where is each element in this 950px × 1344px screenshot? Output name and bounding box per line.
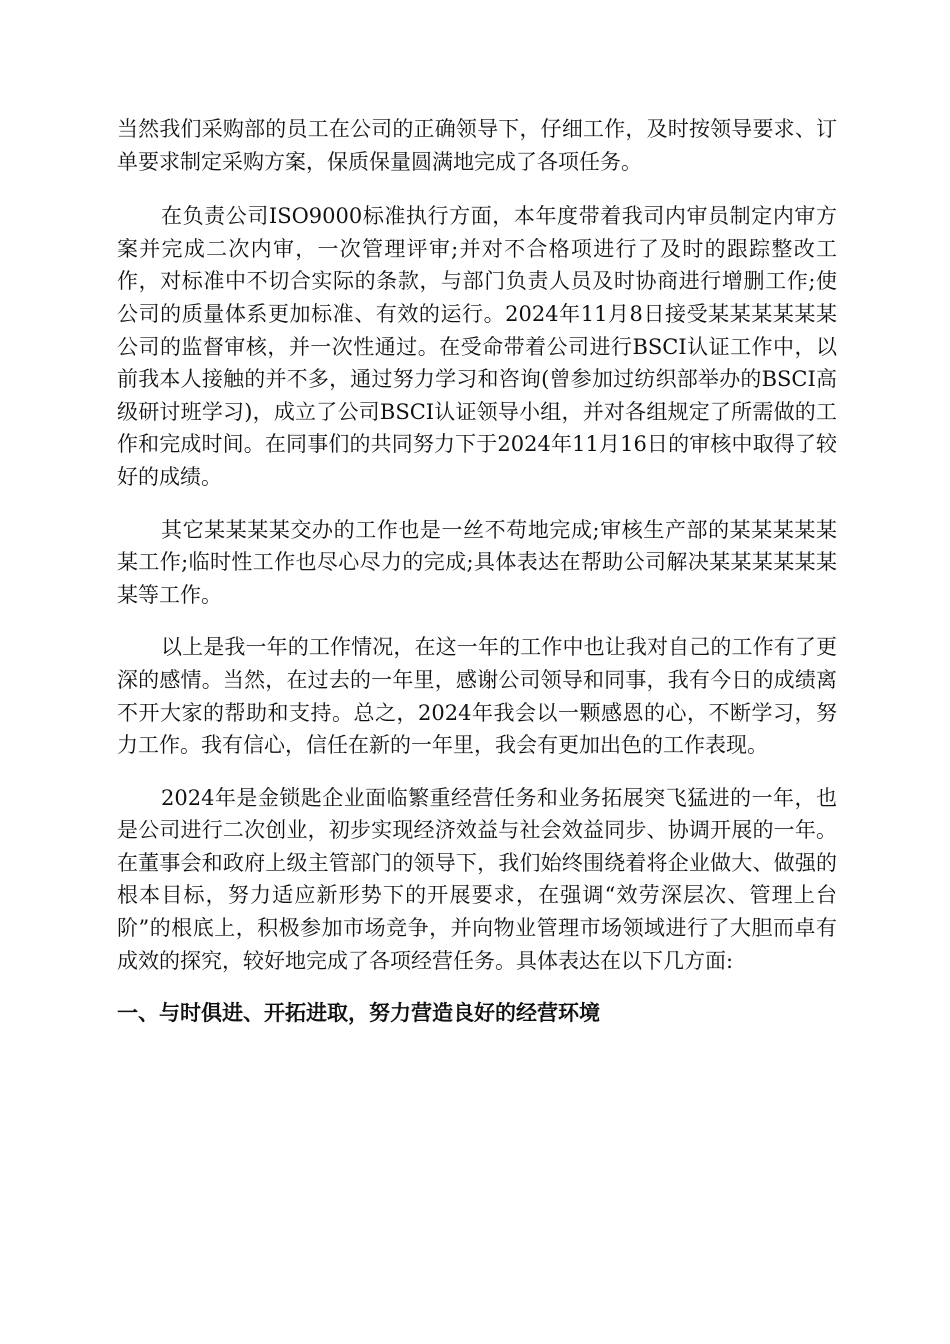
document-page (117, 113, 837, 1029)
paragraph-procurement: 当然我们采购部的员工在公司的正确领导下，仔细工作，及时按领导要求、订单要求制定采购方案，保质保量圆满地完成了各项任务。 (117, 117, 837, 174)
paragraph-company-year: 2024年是金锁匙企业面临繁重经营任务和业务拓展突飞猛进的一年，也是公司进行二次创业，初步实现经济效益与社会效益同步、协调开展的一年。在董事会和政府上级主管部门的领导下，我们始终围绕着将企业做大、做强的根本目标，努力适应新形势下的开展要求，在强调“效劳深层次、管理上台阶”的根底上，积极参加市场竞争，并向物业管理市场领域进行了大胆而卓有成效的探究，较好地完成了各项经营任务。具体表达在以下几方面: (117, 785, 837, 973)
section-heading: 一、与时俱进、开拓进取，努力营造良好的经营环境 (117, 1001, 600, 1026)
paragraph-iso9000: 在负责公司ISO9000标准执行方面，本年度带着我司内审员制定内审方案并完成二次内审，一次管理评审;并对不合格项进行了及时的跟踪整改工作，对标准中不切合实际的条款，与部门负责人员及时协商进行增删工作;使公司的质量体系更加标准、有效的运行。2024年11月8日接受某某某某某某公司的监督审核，并一次性通过。在受命带着公司进行BSCI认证工作中，以前我本人接触的并不多，通过努力学习和咨询(曾参加过纺织部举办的BSCI高级研讨班学习)，成立了公司BSCI认证领导小组，并对各组规定了所需做的工作和完成时间。在同事们的共同努力下于2024年11月16日的审核中取得了较好的成绩。 (117, 204, 837, 489)
paragraph-other-work: 其它某某某某交办的工作也是一丝不苟地完成;审核生产部的某某某某某某工作;临时性工作也尽心尽力的完成;具体表达在帮助公司解决某某某某某某某等工作。 (117, 517, 837, 607)
paragraph-summary: 以上是我一年的工作情况，在这一年的工作中也让我对自己的工作有了更深的感情。当然，在过去的一年里，感谢公司领导和同事，我有今日的成绩离不开大家的帮助和支持。总之，2024年我会以一颗感恩的心，不断学习，努力工作。我有信心，信任在新的一年里，我会有更加出色的工作表现。 (117, 635, 837, 758)
